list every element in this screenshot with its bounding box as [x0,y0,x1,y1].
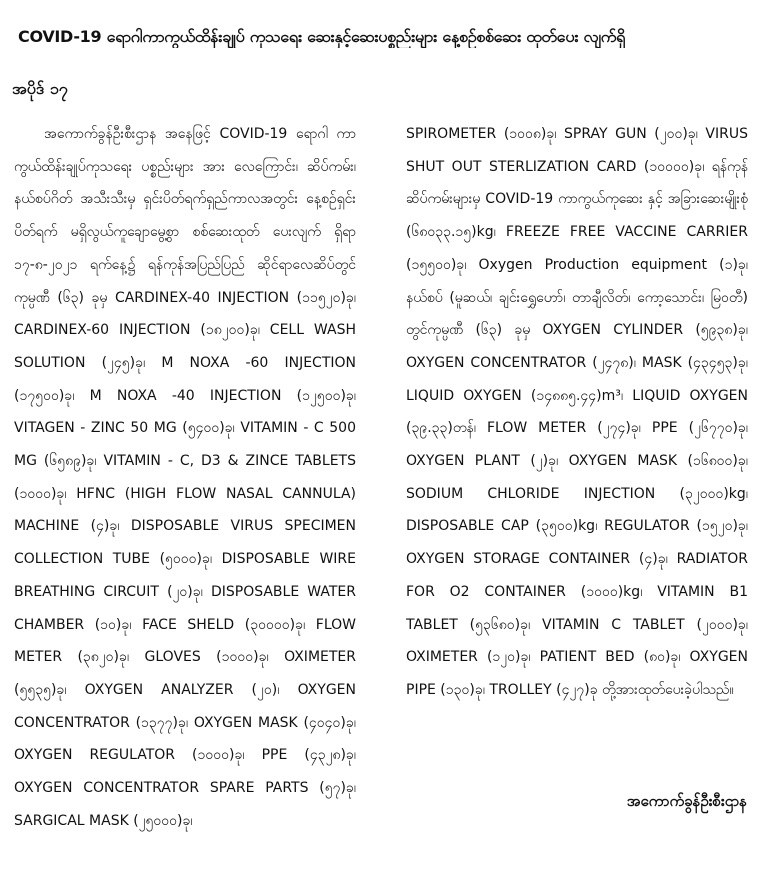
left-column [14,118,356,874]
release-number: အပိုဒ် ၁၇ [12,79,68,98]
headline: COVID-19 ရောဂါကာကွယ်ထိန်းချုပ် ကုသရေး ဆေးနှင့်ဆေးပစ္စည်းများ နေ့စဉ်စစ်ဆေး ထုတ်ပေး လျက်ရှိ [18,27,625,46]
signature: အကောက်ခွန်ဦးစီးဌာန [626,792,747,810]
left-column-paragraph: အကောက်ခွန်ဦးစီးဌာန အနေဖြင့် COVID-19 ရောဂါ ကာကွယ်ထိန်းချုပ်ကုသရေး ပစ္စည်းများ အား လေကြောင်း၊ ဆိပ်ကမ်း၊ နယ်စပ်ဂိတ် အသီးသီးမှ ရှင်းပိတ်ရက်ရှည်ကာလအတွင်း နေ့စဉ်ရှင်းပိတ်ရက် မရှိလွယ်ကူချောမွေ့စွာ စစ်ဆေးထုတ် ပေးလျက် ရှိရာ ၁၇-၈-၂၀၂၁ ရက်နေ့၌ ရန်ကုန်အပြည်ပြည် ဆိုင်ရာလေဆိပ်တွင် ကုမ္ပဏီ (၆၃) ခုမှ CARDINEX-40 INJECTION (၁၁၅၂၀)ခု၊ CARDINEX-60 INJECTION (၁၈၂၀၀)ခု၊ CELL WASH SOLUTION (၂၄၅)ခု၊ M NOXA -60 INJECTION (၁၇၅၀၀)ခု၊ M NOXA -40 INJECTION (၁၂၅၀၀)ခု၊ VITAGEN - ZINC 50 MG (၅၄၀၀)ခု၊ VITAMIN - C 500 MG (၆၅၈၉)ခု၊ VITAMIN - C, D3 & ZINCE TABLETS (၁၀၀၀)ခု၊ HFNC (HIGH FLOW NASAL CANNULA) MACHINE (၄)ခု၊ DISPOSABLE VIRUS SPECIMEN COLLECTION TUBE (၅၀၀၀)ခု၊ DISPOSABLE WIRE BREATHING CIRCUIT (၂၀)ခု၊ DISPOSABLE WATER CHAMBER (၁၀)ခု၊ FACE SHELD (၃၀၀၀၀)ခု၊ FLOW METER (၃၈၂၀)ခု၊ GLOVES (၁၀၀၀)ခု၊ OXIMETER (၅၅၃၅)ခု၊ OXYGEN ANALYZER (၂၀)၊ OXYGEN CONCENTRATOR (၁၃၇၇)ခု၊ OXYGEN MASK (၄၀၄၀)ခု၊ OXYGEN REGULATOR (၁၀၀၀)ခု၊ PPE (၄၃၂၈)ခု၊ OXYGEN CONCENTRATOR SPARE PARTS (၅၇)ခု၊ SARGICAL MASK (၂၅၀၀၀)ခု၊ [14,126,356,829]
right-column [406,118,748,778]
right-column-paragraph: SPIROMETER (၁၀၀၈)ခု၊ SPRAY GUN (၂၀၀)ခု၊ VIRUS SHUT OUT STERLIZATION CARD (၁၀၀၀၀)ခု၊ ရန်ကုန်ဆိပ်ကမ်းများမှ COVID-19 ကာကွယ်ကုဆေး နှင့် အခြားဆေးမျိုးစုံ (၆၈၀၃၃.၁၅)kg၊ FREEZE FREE VACCINE CARRIER (၁၅၅၀၀)ခု၊ Oxygen Production equipment (၁)ခု၊နယ်စပ် (မူဆယ်၊ ချင်းရွှေဟော်၊ တာချီလိတ်၊ ကော့သောင်း၊ မြဝတီ) တွင်ကုမ္ပဏီ (၆၃) ခုမှ OXYGEN CYLINDER (၅၉၃၈)ခု၊ OXYGEN CONCENTRATOR (၂၄၇၈)၊ MASK (၄၃၄၅၃)ခု၊ LIQUID OXYGEN (၁၄၈၈၅.၄၄)m³၊ LIQUID OXYGEN (၃၉.၃၃)တန်၊ FLOW METER (၂၇၄)ခု၊ PPE (၂၆၇၇၀)ခု၊ OXYGEN PLANT (၂)ခု၊ OXYGEN MASK (၁၆၈၀၀)ခု၊ SODIUM CHLORIDE INJECTION (၃၂၀၀၀)kg၊ DISPOSABLE CAP (၃၅၀၀)kg၊ REGULATOR (၁၅၂၀)ခု၊ OXYGEN STORAGE CONTAINER (၄)ခု၊ RADIATOR FOR O2 CONTAINER (၁၀၀၀)kg၊ VITAMIN B1 TABLET (၅၃၆၈၀)ခု၊ VITAMIN C TABLET (၂၀၀၀)ခု၊ OXIMETER (၁၂၀)ခု၊ PATIENT BED (၈၀)ခု၊ OXYGEN PIPE (၁၃၀)ခု၊ TROLLEY (၄၂၇)ခု တို့အားထုတ်ပေးခဲ့ပါသည်။ [406,126,748,698]
